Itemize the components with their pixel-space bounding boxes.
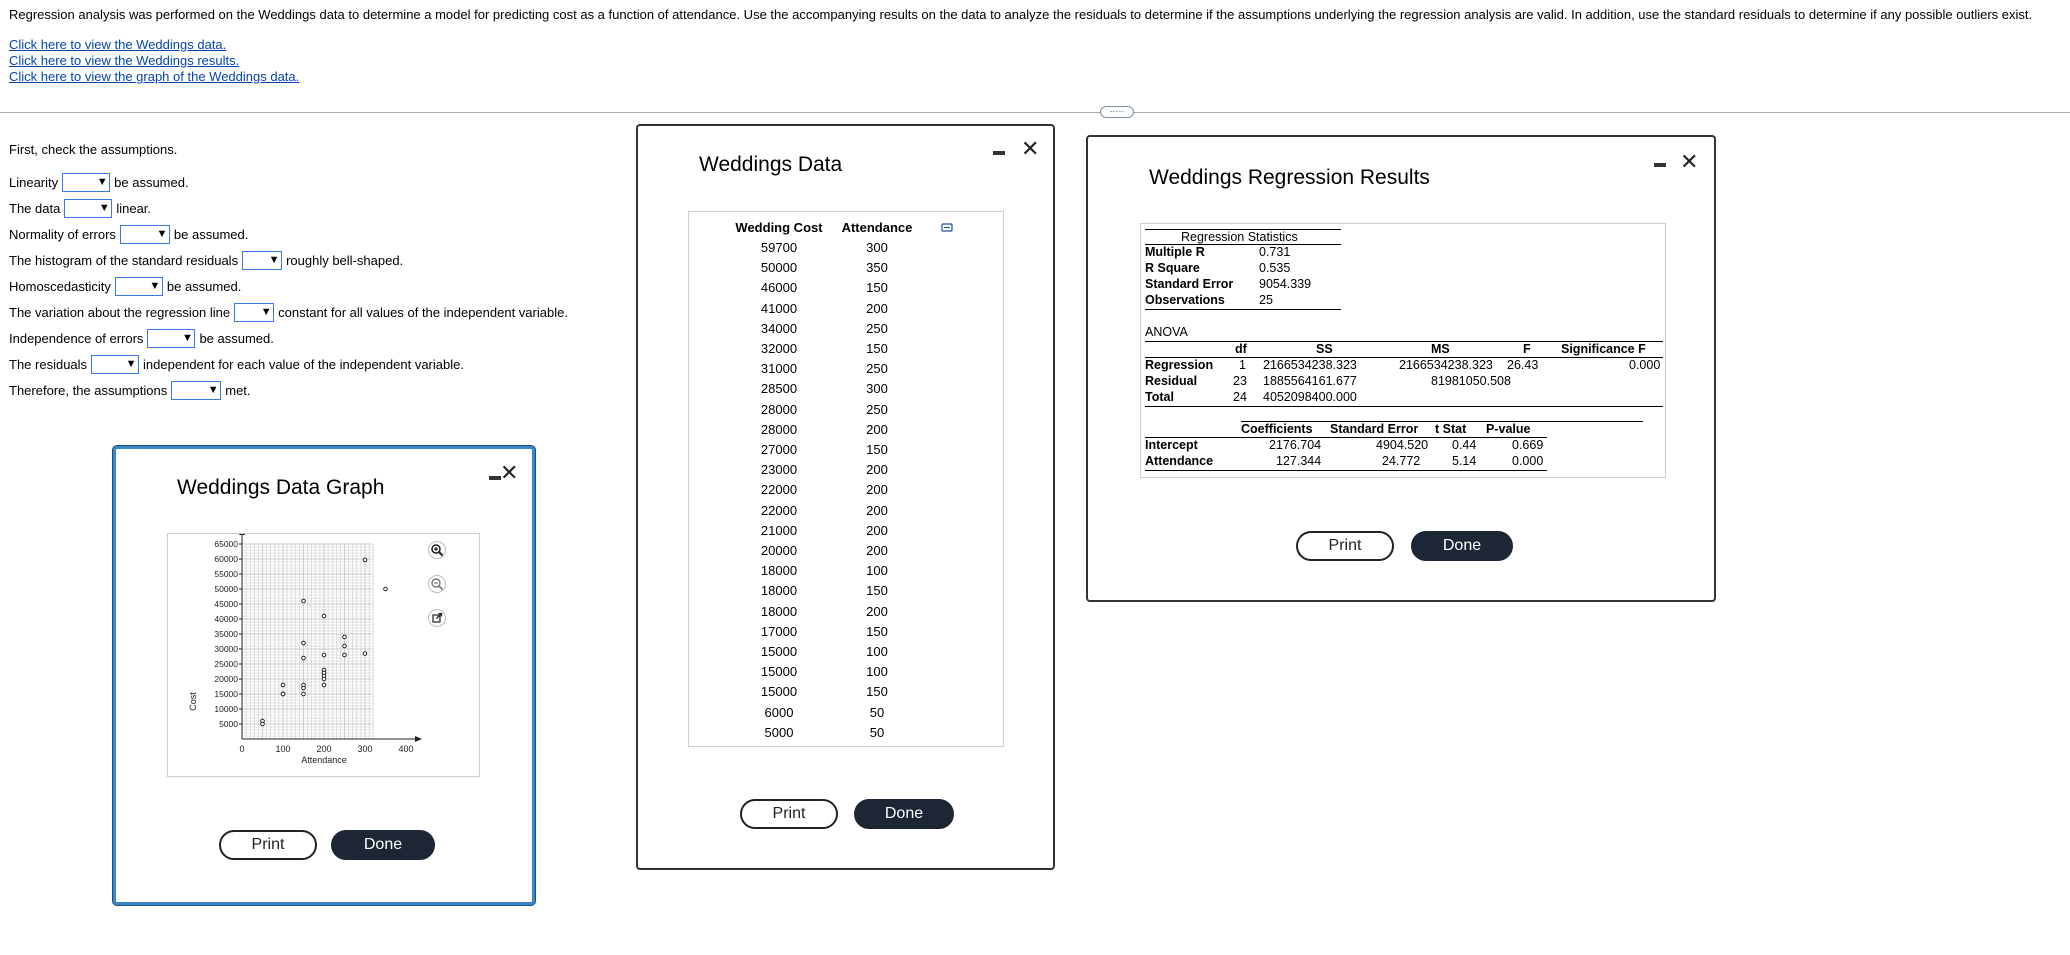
coef-header: Coefficients: [1241, 422, 1313, 436]
cell-wedding-cost: 15000: [760, 684, 798, 700]
cell-wedding-cost: 27000: [760, 442, 798, 457]
stat-value: 9054.339: [1259, 277, 1312, 291]
regression-print-button[interactable]: Print: [1296, 531, 1394, 561]
data-point: [322, 677, 326, 681]
question-linearity: Linearity ▼ be assumed.: [9, 174, 189, 190]
data-point: [343, 635, 347, 639]
anova-cell: 26.43: [1507, 358, 1539, 372]
cell-attendance: 200: [866, 482, 888, 498]
anova-row-label: Regression: [1145, 358, 1214, 372]
data-linear-dropdown[interactable]: ▼: [64, 199, 112, 218]
stat-label: Standard Error: [1145, 277, 1234, 291]
anova-cell: 2166534238.323: [1399, 358, 1493, 372]
cell-attendance: 250: [866, 401, 888, 417]
x-tick-label: 300: [357, 744, 373, 754]
anova-cell: 23: [1233, 374, 1247, 388]
resize-handle[interactable]: ·····: [1100, 106, 1134, 118]
variation-dropdown[interactable]: ▼: [234, 303, 274, 322]
x-axis-arrow: [415, 736, 422, 742]
close-icon[interactable]: ✕: [1680, 149, 1699, 174]
cell-wedding-cost: 15000: [760, 644, 798, 659]
data-print-button[interactable]: Print: [740, 799, 838, 829]
question-therefore: Therefore, the assumptions ▼ met.: [9, 382, 251, 398]
header-attendance: Attendance: [841, 220, 913, 235]
cell-attendance: 100: [866, 563, 888, 579]
graph-modal: [113, 446, 535, 905]
cell-wedding-cost: 22000: [760, 502, 798, 518]
links-block: [9, 37, 299, 85]
cell-attendance: 200: [866, 300, 888, 316]
anova-cell: 1: [1239, 358, 1246, 372]
stat-label: Multiple R: [1145, 245, 1205, 259]
stat-value: 0.535: [1259, 261, 1291, 275]
data-point: [322, 683, 326, 687]
y-tick-label: 25000: [214, 659, 238, 669]
cell-wedding-cost: 5000: [764, 724, 794, 740]
cell-attendance: 150: [866, 623, 888, 639]
anova-cell: 1885564161.677: [1263, 374, 1357, 388]
question-histogram: The histogram of the standard residuals ▼ roughly bell-shaped.: [9, 252, 404, 268]
anova-header-ss: SS: [1316, 342, 1333, 356]
cell-attendance: 100: [866, 644, 888, 659]
question-residuals: The residuals ▼ independent for each value of the independent variable.: [9, 356, 464, 372]
questions-heading: First, check the assumptions.: [9, 141, 178, 157]
y-tick-label: 35000: [214, 629, 238, 639]
cell-wedding-cost: 28000: [760, 421, 798, 437]
data-done-button[interactable]: Done: [854, 799, 954, 829]
cell-attendance: 150: [866, 280, 888, 296]
cell-attendance: 200: [866, 603, 888, 619]
data-point: [384, 587, 388, 591]
cell-attendance: 150: [866, 684, 888, 700]
data-table: [688, 211, 1004, 747]
x-tick-label: 400: [398, 744, 414, 754]
cell-wedding-cost: 20000: [760, 543, 798, 558]
cell-wedding-cost: 34000: [760, 320, 798, 336]
y-tick-label: 5000: [219, 719, 238, 729]
minimize-icon[interactable]: [1654, 163, 1666, 167]
coef-cell: 2176.704: [1269, 438, 1322, 452]
open-external-icon[interactable]: [428, 609, 448, 629]
histogram-dropdown[interactable]: ▼: [242, 251, 282, 270]
close-icon[interactable]: ✕: [1021, 136, 1040, 161]
y-tick-label: 15000: [214, 689, 238, 699]
question-independence: Independence of errors ▼ be assumed.: [9, 330, 274, 346]
link-weddings-results[interactable]: Click here to view the Weddings results.: [9, 53, 240, 68]
data-point: [281, 683, 285, 687]
copy-icon[interactable]: [941, 223, 953, 233]
cell-wedding-cost: 41000: [760, 300, 798, 316]
coef-row-label: Attendance: [1145, 454, 1214, 468]
y-tick-label: 45000: [214, 599, 238, 609]
link-weddings-data[interactable]: Click here to view the Weddings data.: [9, 37, 227, 52]
normality-dropdown[interactable]: ▼: [120, 225, 170, 244]
data-point: [322, 653, 326, 657]
data-point: [343, 644, 347, 648]
y-tick-label: 55000: [214, 569, 238, 579]
cell-wedding-cost: 6000: [764, 704, 794, 720]
data-point: [302, 656, 306, 660]
cell-attendance: 250: [866, 361, 888, 377]
anova-label: ANOVA: [1145, 325, 1188, 339]
cell-attendance: 150: [866, 341, 888, 356]
regression-modal: [1086, 135, 1716, 602]
minimize-icon[interactable]: [993, 151, 1005, 155]
stat-value: 25: [1259, 293, 1273, 307]
anova-header-df: df: [1235, 342, 1247, 356]
data-point: [302, 599, 306, 603]
cell-attendance: 100: [866, 664, 888, 680]
chart-frame: [167, 533, 480, 777]
data-point: [302, 641, 306, 645]
coef-row-label: Intercept: [1145, 438, 1198, 452]
coef-header: t Stat: [1435, 422, 1467, 436]
therefore-dropdown[interactable]: ▼: [171, 381, 221, 400]
data-point: [363, 652, 367, 656]
anova-header-ms: MS: [1431, 342, 1450, 356]
coef-cell: 24.772: [1382, 454, 1421, 468]
cell-wedding-cost: 28500: [760, 381, 798, 397]
data-point: [302, 692, 306, 696]
stats-title: Regression Statistics: [1181, 230, 1298, 244]
regression-modal-title: Weddings Regression Results: [1149, 166, 1430, 189]
stat-label: R Square: [1145, 261, 1200, 275]
cell-wedding-cost: 46000: [760, 280, 798, 296]
coef-header: Standard Error: [1330, 422, 1419, 436]
zoom-in-icon[interactable]: [428, 541, 448, 561]
cell-wedding-cost: 31000: [760, 361, 798, 377]
anova-cell: 0.000: [1629, 358, 1661, 372]
y-tick-label: 40000: [214, 614, 238, 624]
cell-wedding-cost: 18000: [760, 603, 798, 619]
x-axis-label: Attendance: [301, 755, 347, 765]
y-tick-label: 65000: [214, 539, 238, 549]
coef-cell: 0.669: [1512, 438, 1544, 452]
cell-wedding-cost: 50000: [760, 260, 798, 276]
cell-wedding-cost: 32000: [760, 341, 798, 356]
independence-dropdown[interactable]: ▼: [147, 329, 195, 348]
question-variation: The variation about the regression line ▼ constant for all values of the independent variable.: [9, 304, 568, 320]
close-icon[interactable]: ✕: [500, 460, 519, 485]
header-wedding-cost: Wedding Cost: [735, 220, 823, 235]
regression-done-button[interactable]: Done: [1411, 531, 1513, 561]
question-normality: Normality of errors ▼ be assumed.: [9, 226, 249, 242]
cell-wedding-cost: 21000: [760, 522, 798, 538]
data-point: [302, 686, 306, 690]
question-data-linear: The data ▼ linear.: [9, 200, 152, 216]
anova-header-sig: Significance F: [1561, 342, 1646, 356]
graph-done-button[interactable]: Done: [331, 830, 435, 860]
cell-wedding-cost: 18000: [760, 563, 798, 579]
residuals-dropdown[interactable]: ▼: [91, 355, 139, 374]
data-point: [281, 692, 285, 696]
cell-attendance: 200: [866, 502, 888, 518]
scatter-chart: [168, 534, 479, 776]
x-tick-label: 100: [275, 744, 291, 754]
question-homoscedasticity: Homoscedasticity ▼ be assumed.: [9, 278, 242, 294]
coef-cell: 0.44: [1452, 438, 1477, 452]
graph-print-button[interactable]: Print: [219, 830, 317, 860]
data-point: [343, 653, 347, 657]
y-tick-label: 60000: [214, 554, 238, 564]
cell-attendance: 200: [866, 462, 888, 478]
data-modal-title: Weddings Data: [699, 153, 843, 176]
anova-row-label: Residual: [1145, 374, 1198, 388]
anova-cell: 81981050.508: [1431, 374, 1511, 388]
anova-cell: 4052098400.000: [1263, 390, 1357, 404]
data-modal: [636, 124, 1055, 870]
y-axis-arrow: [239, 534, 245, 535]
cell-wedding-cost: 23000: [760, 462, 798, 478]
cell-attendance: 150: [866, 583, 888, 599]
coef-cell: 0.000: [1512, 454, 1544, 468]
cell-wedding-cost: 59700: [760, 240, 798, 255]
data-point: [261, 722, 265, 726]
stat-label: Observations: [1145, 293, 1225, 307]
divider: [0, 112, 2070, 113]
cell-wedding-cost: 28000: [760, 401, 798, 417]
cell-attendance: 200: [866, 522, 888, 538]
cell-wedding-cost: 17000: [760, 623, 798, 639]
x-tick-label: 0: [239, 744, 245, 754]
coef-cell: 5.14: [1452, 454, 1477, 468]
homoscedasticity-dropdown[interactable]: ▼: [115, 277, 163, 296]
cell-attendance: 300: [866, 240, 888, 255]
y-tick-label: 20000: [214, 674, 238, 684]
coef-cell: 127.344: [1276, 454, 1322, 468]
x-tick-label: 200: [316, 744, 332, 754]
y-tick-label: 10000: [214, 704, 238, 714]
coef-cell: 4904.520: [1376, 438, 1429, 452]
grid-layer: [242, 544, 373, 739]
cell-attendance: 350: [866, 260, 888, 276]
regression-output: [1140, 223, 1666, 478]
graph-modal-title: Weddings Data Graph: [177, 476, 385, 499]
anova-header-f: F: [1523, 342, 1531, 356]
cell-attendance: 250: [866, 320, 888, 336]
cell-attendance: 300: [866, 381, 888, 397]
cell-attendance: 50: [869, 724, 885, 740]
cell-attendance: 200: [866, 421, 888, 437]
cell-attendance: 200: [866, 543, 888, 558]
linearity-dropdown[interactable]: ▼: [62, 173, 110, 192]
cell-attendance: 150: [866, 442, 888, 457]
anova-row-label: Total: [1145, 390, 1174, 404]
data-point: [363, 558, 367, 562]
zoom-out-icon[interactable]: [428, 575, 448, 595]
stat-value: 0.731: [1259, 245, 1291, 259]
cell-attendance: 50: [869, 704, 885, 720]
problem-statement: Regression analysis was performed on the Weddings data to determine a model for predicting cost as a function of attendance. Use the accompanying results on the data to analyze the residuals to determine if the assumptions underlying the regression analysis are valid. In addition, use the standard residuals to determine if any possible outliers exist.: [9, 7, 2033, 22]
coef-header: P-value: [1486, 422, 1531, 436]
cell-wedding-cost: 18000: [760, 583, 798, 599]
y-axis-label: Cost: [188, 692, 198, 711]
cell-wedding-cost: 22000: [760, 482, 798, 498]
anova-cell: 24: [1233, 390, 1247, 404]
link-weddings-graph[interactable]: Click here to view the graph of the Weddings data.: [9, 69, 300, 84]
cell-wedding-cost: 15000: [760, 664, 798, 680]
y-tick-label: 30000: [214, 644, 238, 654]
y-tick-label: 50000: [214, 584, 238, 594]
anova-cell: 2166534238.323: [1263, 358, 1357, 372]
data-point: [322, 614, 326, 618]
